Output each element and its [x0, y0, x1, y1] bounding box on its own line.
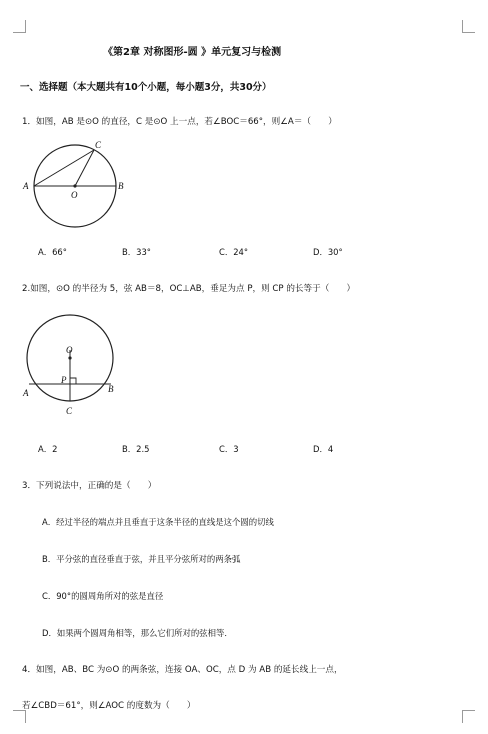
question-2-figure — [20, 308, 130, 420]
q2-point-o: O — [66, 345, 73, 355]
q1-point-a: A — [23, 181, 29, 191]
question-2-stem: 2.如图，⊙O 的半径为 5，弦 AB＝8，OC⊥AB，垂足为点 P，则 CP 的长等于（ ） — [22, 284, 356, 294]
q1-option-d: D．30° — [313, 247, 343, 257]
q2-option-c: C．3 — [219, 444, 239, 454]
corner-mark-bottom-right — [462, 710, 475, 723]
q3-option-a: A．经过半径的端点并且垂直于这条半径的直线是这个圆的切线 — [42, 517, 274, 527]
q2-option-d: D．4 — [313, 444, 334, 454]
q1-option-a: A．66° — [38, 247, 67, 257]
q2-option-a: A．2 — [38, 444, 58, 454]
q2-point-a: A — [23, 388, 29, 398]
question-1-stem: 1．如图，AB 是⊙O 的直径，C 是⊙O 上一点，若∠BOC＝66°，则∠A＝（ ） — [22, 117, 337, 127]
q3-option-c: C．90°的圆周角所对的弦是直径 — [42, 591, 164, 601]
q1-option-b: B．33° — [122, 247, 151, 257]
q2-point-c: C — [66, 406, 73, 416]
corner-mark-bottom-left — [13, 710, 26, 723]
q2-point-b: B — [108, 384, 114, 394]
q1-option-c: C．24° — [219, 247, 249, 257]
q1-point-b: B — [118, 181, 124, 191]
q2-option-b: B．2.5 — [122, 444, 150, 454]
document-title: 《第2章 对称图形-圆 》单元复习与检测 — [103, 47, 282, 58]
section-heading: 一、选择题（本大题共有10个小题，每小题3分，共30分） — [20, 82, 272, 93]
question-1-figure — [20, 136, 140, 236]
q3-option-d: D．如果两个圆周角相等，那么它们所对的弦相等． — [42, 628, 233, 638]
question-3-stem: 3．下列说法中，正确的是（ ） — [22, 481, 157, 491]
q3-option-b: B．平分弦的直径垂直于弦，并且平分弦所对的两条弧 — [42, 554, 241, 564]
question-4-stem-continued: 若∠CBD＝61°，则∠AOC 的度数为（ ） — [22, 701, 196, 711]
q2-point-p: P — [61, 375, 67, 385]
corner-mark-top-right — [462, 20, 475, 33]
q1-point-c: C — [95, 140, 102, 150]
corner-mark-top-left — [13, 20, 26, 33]
q1-point-o: O — [71, 190, 78, 200]
question-4-stem: 4．如图，AB、BC 为⊙O 的两条弦，连接 OA、OC，点 D 为 AB 的延长线上一点， — [22, 665, 343, 675]
